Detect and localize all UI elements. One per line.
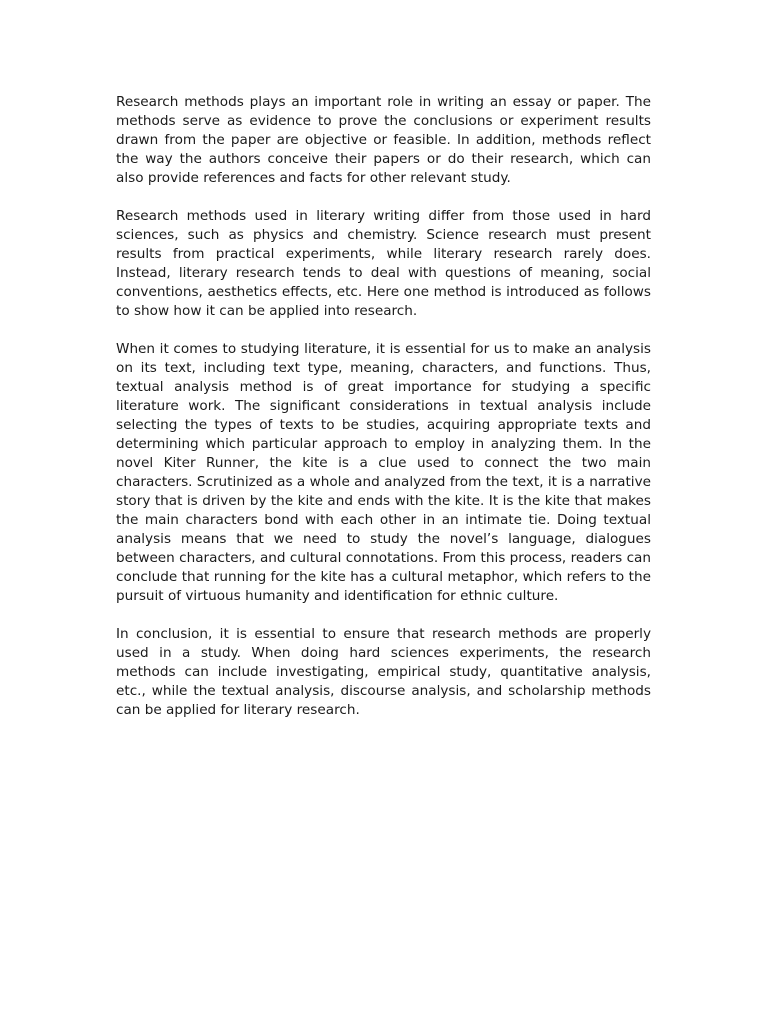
paragraph-literary-vs-science: Research methods used in literary writing differ from those used in hard sciences, such as physics and chemistry. Science research must present results from practical experiments, while literary research rarely does. Instead, literary research tends to deal with questions of meaning, social conventions, aesthetics effects, etc. Here one method is introduced as follows to show how it can be applied into research. bbox=[116, 208, 651, 319]
paragraph-conclusion: In conclusion, it is essential to ensure that research methods are properly used in a study. When doing hard sciences experiments, the research methods can include investigating, empirical study, quantitative analysis, etc., while the textual analysis, discourse analysis, and scholarship methods can be applied for literary research. bbox=[116, 626, 651, 718]
paragraph-textual-analysis: When it comes to studying literature, it is essential for us to make an analysis on its text, including text type, meaning, characters, and functions. Thus, textual analysis method is of great importance for studying a specific literature work. The significant considerations in textual analysis include selecting the types of texts to be studies, acquiring appropriate texts and determining which particular approach to employ in analyzing them. In the novel Kiter Runner, the kite is a clue used to connect the two main characters. Scrutinized as a whole and analyzed from the text, it is a narrative story that is driven by the kite and ends with the kite. It is the kite that makes the main characters bond with each other in an intimate tie. Doing textual analysis means that we need to study the novel’s language, dialogues between characters, and cultural connotations. From this process, readers can conclude that running for the kite has a cultural metaphor, which refers to the pursuit of virtuous humanity and identification for ethnic culture. bbox=[116, 341, 651, 604]
paragraph-intro: Research methods plays an important role in writing an essay or paper. The methods serve as evidence to prove the conclusions or experiment results drawn from the paper are objective or feasible. In addition, methods reflect the way the authors conceive their papers or do their research, which can also provide references and facts for other relevant study. bbox=[116, 94, 651, 186]
